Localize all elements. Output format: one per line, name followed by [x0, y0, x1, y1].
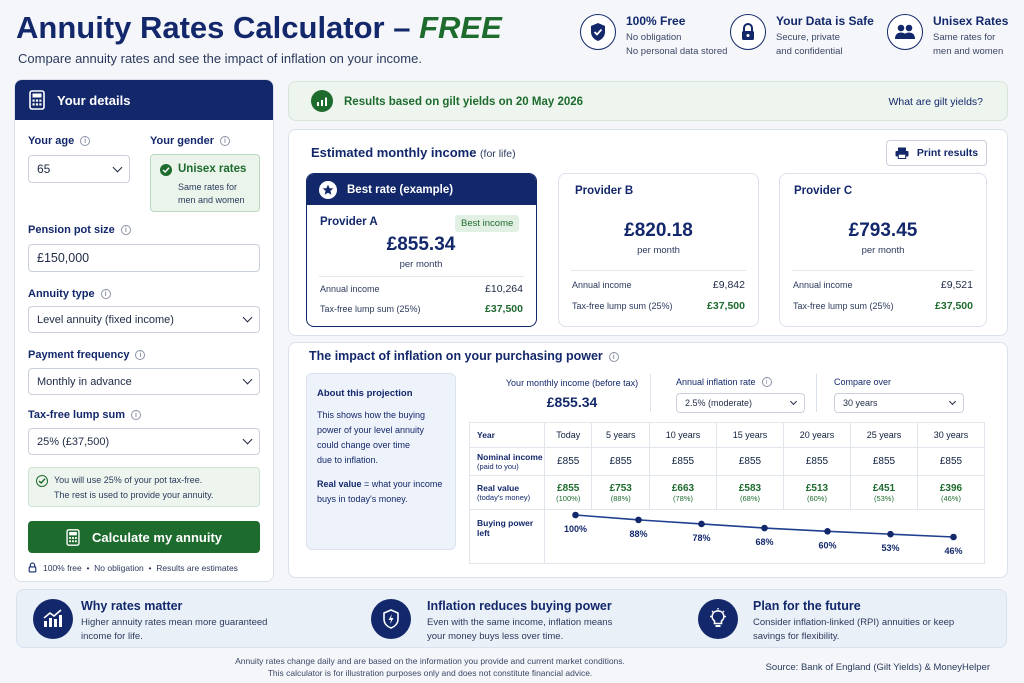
- inflation-heading-text: The impact of inflation on your purchasing power: [309, 349, 603, 363]
- provider-name: Provider B: [575, 185, 634, 197]
- lump-value: £37,500: [485, 303, 523, 315]
- inflation-rate-select[interactable]: [676, 393, 805, 413]
- real-value: £451: [872, 482, 896, 494]
- badge-free: [580, 14, 727, 59]
- print-button[interactable]: [886, 140, 987, 166]
- buying-power-label: 100%: [563, 524, 588, 534]
- divider: [650, 374, 651, 412]
- age-select[interactable]: [28, 155, 130, 183]
- people-icon: [887, 14, 923, 50]
- income-heading: [311, 145, 516, 160]
- pot-value: £150,000: [37, 251, 90, 265]
- buying-power-label: 88%: [629, 528, 648, 539]
- info-icon[interactable]: i: [609, 352, 619, 362]
- badge-title: Your Data is Safe: [776, 14, 874, 28]
- info-text: income for life.: [81, 631, 143, 642]
- gender-text: men and women: [178, 195, 245, 205]
- calculator-icon: [66, 529, 80, 546]
- buying-power-point: [824, 528, 831, 535]
- info-text: Even with the same income, inflation means: [427, 617, 613, 628]
- buying-power-label: 68%: [755, 537, 774, 548]
- lump-label: Tax-free lump sum (25%): [793, 301, 894, 311]
- chevron-down-icon: [243, 435, 253, 445]
- about-title: About this projection: [317, 388, 413, 399]
- monthly-amount: £793.45: [848, 220, 918, 241]
- type-label: [28, 288, 111, 300]
- real-value: £753: [609, 482, 632, 494]
- badge-text: Secure, private: [776, 32, 840, 43]
- annual-value: £10,264: [485, 283, 523, 295]
- buying-power-point: [761, 525, 768, 532]
- shield-check-icon: [580, 14, 616, 50]
- lump-label-text: Tax-free lump sum: [28, 409, 125, 421]
- divider: [319, 276, 524, 277]
- lock-icon: [730, 14, 766, 50]
- row-header: [470, 423, 545, 448]
- chart-icon: [311, 90, 333, 112]
- check-icon: [160, 164, 172, 176]
- annual-value: £9,521: [940, 279, 973, 291]
- real-pct: (53%): [873, 493, 894, 503]
- badge-text: men and women: [933, 46, 1004, 57]
- star-icon: [319, 181, 337, 199]
- calculate-button[interactable]: [28, 521, 260, 553]
- annual-label: Annual income: [320, 284, 380, 294]
- gender-label-text: Your gender: [150, 135, 214, 147]
- row-header-sub: (today's money): [477, 493, 531, 502]
- provider-name: Provider A: [320, 216, 378, 228]
- compare-label: Compare over: [834, 377, 892, 387]
- gender-label: [150, 135, 230, 147]
- about-line: due to inflation.: [317, 455, 379, 465]
- nominal-cell: £855: [592, 448, 650, 476]
- info-icon[interactable]: i: [131, 410, 141, 420]
- page-subtitle: Compare annuity rates and see the impact of inflation on your income.: [18, 51, 422, 66]
- real-pct: (78%): [673, 493, 694, 503]
- real-value: £513: [805, 482, 829, 494]
- gender-option-unisex[interactable]: [150, 154, 260, 212]
- lump-select[interactable]: [28, 428, 260, 455]
- disclaimer: [180, 655, 680, 679]
- real-value: £583: [738, 482, 762, 494]
- badge-title: Unisex Rates: [933, 14, 1009, 28]
- rate-label-text: Annual inflation rate: [676, 377, 756, 387]
- age-label: [28, 135, 90, 147]
- badge-safe: [730, 14, 874, 59]
- info-icon[interactable]: i: [80, 136, 90, 146]
- lump-note: [28, 467, 260, 507]
- type-select[interactable]: [28, 306, 260, 333]
- year-cell: 10 years: [650, 423, 717, 448]
- info-title: Why rates matter: [81, 599, 183, 613]
- info-icon[interactable]: i: [121, 225, 131, 235]
- freq-select[interactable]: [28, 368, 260, 395]
- row-header: [470, 476, 545, 510]
- about-text: [317, 408, 442, 507]
- badge-title: 100% Free: [626, 14, 686, 28]
- lump-label: Tax-free lump sum (25%): [320, 304, 421, 314]
- chevron-down-icon: [243, 375, 253, 385]
- info-text: Consider inflation-linked (RPI) annuities or keep: [753, 617, 955, 628]
- annual-label: Annual income: [793, 280, 853, 290]
- year-row: [470, 423, 985, 448]
- age-value: 65: [37, 162, 51, 176]
- note-text: You will use 25% of your pot tax-free.: [54, 475, 203, 485]
- details-heading: Your details: [57, 92, 131, 108]
- check-circle-icon: [36, 475, 48, 487]
- buying-power-label: 60%: [818, 540, 837, 551]
- income-label: Your monthly income (before tax): [505, 378, 639, 388]
- source-text: Source: Bank of England (Gilt Yields) & MoneyHelper: [765, 662, 990, 673]
- details-footer-text: 100% free • No obligation • Results are estimates: [43, 562, 238, 573]
- real-pct: (60%): [806, 493, 827, 503]
- type-label-text: Annuity type: [28, 288, 95, 300]
- rate-value: 2.5% (moderate): [685, 398, 753, 408]
- gilt-yields-link[interactable]: What are gilt yields?: [888, 96, 983, 108]
- monthly-amount: £855.34: [386, 234, 456, 255]
- disclaimer-line: Annuity rates change daily and are based on the information you provide and current market conditions.: [235, 656, 625, 666]
- chevron-down-icon: [243, 313, 253, 323]
- nominal-cell: £855: [783, 448, 850, 476]
- type-value: Level annuity (fixed income): [37, 313, 174, 326]
- badge-text: Same rates for: [933, 32, 996, 43]
- year-cell: Today: [545, 423, 592, 448]
- annual-label: Annual income: [572, 280, 632, 290]
- buying-power-point: [635, 517, 642, 524]
- buying-power-point: [887, 531, 894, 538]
- print-button-label: Print results: [916, 147, 979, 159]
- about-line: could change over time: [317, 440, 411, 450]
- year-cell: 20 years: [783, 423, 850, 448]
- income-value: £855.34: [546, 394, 598, 410]
- income-heading-text: Estimated monthly income: [311, 145, 477, 160]
- freq-value: Monthly in advance: [37, 375, 132, 388]
- about-line: = what your income: [361, 479, 443, 489]
- lock-icon: [28, 562, 37, 573]
- page-title: [16, 10, 502, 46]
- info-text: your money buys less over time.: [427, 631, 564, 642]
- disclaimer-line: This calculator is for illustration purposes only and does not constitute financial advice.: [267, 668, 593, 678]
- row-header: [470, 510, 545, 564]
- shield-icon: [371, 599, 411, 639]
- real-pct: (68%): [739, 493, 760, 503]
- info-icon[interactable]: i: [762, 377, 772, 387]
- divider: [792, 270, 974, 271]
- buying-power-point: [950, 534, 957, 541]
- info-icon[interactable]: i: [220, 136, 230, 146]
- freq-label: [28, 349, 145, 361]
- lump-value: £37,500: [707, 300, 745, 312]
- badge-text: and confidential: [776, 46, 843, 57]
- nominal-row: [470, 448, 985, 476]
- row-header-sub: (paid to you): [477, 462, 519, 471]
- real-pct: (46%): [940, 493, 961, 503]
- lump-label: Tax-free lump sum (25%): [572, 301, 673, 311]
- age-label-text: Your age: [28, 135, 75, 147]
- buying-power-point: [572, 512, 579, 519]
- details-footer: [28, 562, 238, 573]
- provider-card-b: [558, 173, 759, 327]
- year-cell: 15 years: [717, 423, 784, 448]
- info-title: Inflation reduces buying power: [427, 599, 612, 613]
- income-heading-suffix: (for life): [480, 148, 516, 160]
- provider-card-a: [306, 173, 537, 327]
- title-main: Annuity Rates Calculator: [16, 10, 385, 45]
- buying-power-point: [698, 521, 705, 528]
- gender-text: Same rates for: [178, 182, 238, 192]
- badge-unisex: [887, 14, 1008, 59]
- lump-value: £37,500: [935, 300, 973, 312]
- pot-label-text: Pension pot size: [28, 224, 115, 236]
- row-header-text: Year: [477, 430, 495, 440]
- pot-label: [28, 224, 131, 236]
- about-line: This shows how the buying: [317, 410, 426, 420]
- badge-text: No obligation: [626, 32, 682, 43]
- row-header-text: Buying power left: [477, 518, 534, 538]
- about-projection: [306, 373, 456, 550]
- year-cell: 25 years: [850, 423, 917, 448]
- calculator-icon: [29, 90, 45, 110]
- year-cell: 30 years: [917, 423, 984, 448]
- provider-name: Provider C: [794, 185, 853, 197]
- real-pct: (100%): [556, 493, 581, 503]
- divider: [816, 374, 817, 412]
- info-icon[interactable]: i: [135, 350, 145, 360]
- gender-title: Unisex rates: [178, 163, 247, 175]
- inflation-heading: [309, 349, 619, 363]
- real-pct: (88%): [610, 493, 631, 503]
- printer-icon: [895, 147, 909, 159]
- best-rate-header: [307, 174, 536, 205]
- year-cell: 5 years: [592, 423, 650, 448]
- real-value: £663: [671, 482, 695, 494]
- nominal-cell: £855: [717, 448, 784, 476]
- title-free: FREE: [419, 10, 502, 45]
- nominal-cell: £855: [545, 448, 592, 476]
- info-text: savings for flexibility.: [753, 631, 840, 642]
- chevron-down-icon: [790, 397, 797, 404]
- compare-value: 30 years: [843, 398, 878, 408]
- per-month-label: per month: [861, 245, 905, 256]
- calculate-button-label: Calculate my annuity: [91, 529, 223, 545]
- results-bar: [288, 81, 1008, 121]
- best-income-badge: Best income: [455, 215, 519, 232]
- lump-label: [28, 409, 141, 421]
- freq-label-text: Payment frequency: [28, 349, 130, 361]
- buying-power-label: 53%: [881, 543, 900, 554]
- nominal-cell: £855: [917, 448, 984, 476]
- buying-power-label: 46%: [944, 546, 963, 556]
- buying-power-chart: [544, 505, 985, 559]
- chart-up-icon: [33, 599, 73, 639]
- title-dash: –: [384, 10, 420, 45]
- lump-value: 25% (£37,500): [37, 435, 110, 448]
- per-month-label: per month: [399, 259, 443, 270]
- note-text: The rest is used to provide your annuity.: [54, 490, 214, 500]
- pot-input[interactable]: [28, 244, 260, 272]
- annual-value: £9,842: [712, 279, 745, 291]
- info-title: Plan for the future: [753, 599, 861, 613]
- monthly-amount: £820.18: [624, 220, 693, 241]
- results-bar-text: Results based on gilt yields on 20 May 2026: [344, 96, 584, 108]
- details-header: [15, 80, 273, 120]
- provider-card-c: [779, 173, 987, 327]
- row-header: [470, 448, 545, 476]
- divider: [571, 270, 746, 271]
- about-line: buys in today's money.: [317, 494, 408, 504]
- rate-label: [676, 377, 772, 387]
- best-rate-label: Best rate (example): [347, 183, 454, 196]
- row-header-text: Nominal income: [477, 452, 543, 462]
- info-icon[interactable]: i: [101, 289, 111, 299]
- lightbulb-icon: [698, 599, 738, 639]
- chevron-down-icon: [113, 162, 123, 172]
- row-header-text: Real value: [477, 483, 520, 493]
- badge-text: No personal data stored: [626, 46, 728, 57]
- about-line: power of your level annuity: [317, 425, 425, 435]
- chevron-down-icon: [949, 397, 956, 404]
- nominal-cell: £855: [650, 448, 717, 476]
- per-month-label: per month: [637, 245, 680, 256]
- compare-select[interactable]: [834, 393, 964, 413]
- buying-power-label: 78%: [692, 532, 711, 543]
- info-text: Higher annuity rates mean more guaranteed: [81, 617, 268, 628]
- nominal-cell: £855: [850, 448, 917, 476]
- real-value-term: Real value: [317, 479, 362, 489]
- real-value: £396: [939, 482, 963, 494]
- real-value: £855: [557, 482, 580, 494]
